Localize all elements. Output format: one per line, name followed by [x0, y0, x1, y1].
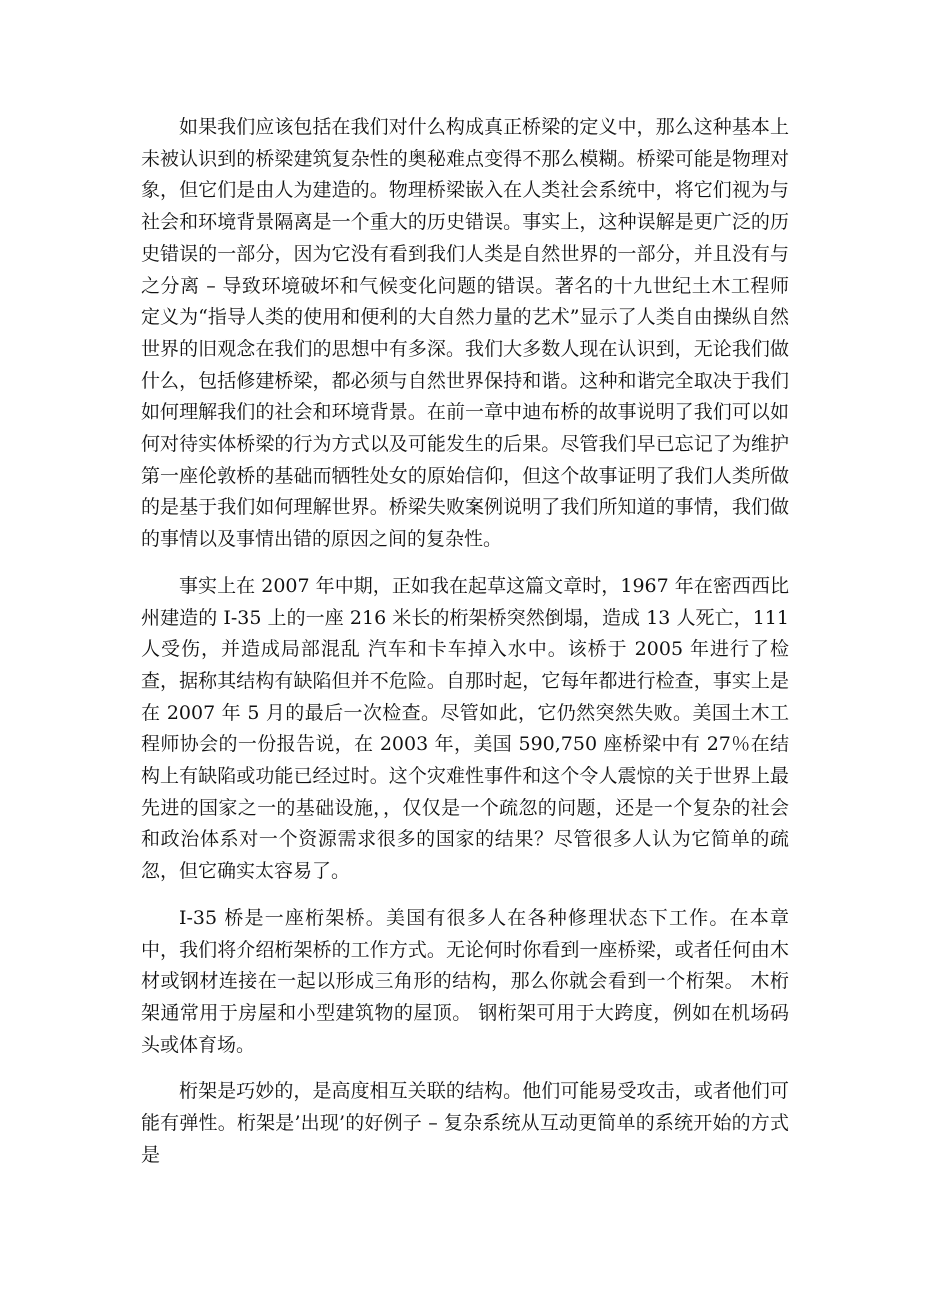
paragraph-i35-collapse: 事实上在 2007 年中期，正如我在起草这篇文章时，1967 年在密西西比州建造的 I-35 上的一座 216 米长的桁架桥突然倒塌，造成 13 人死亡，111 人受伤，并造成局部混乱 汽车和卡车掉入水中。该桥于 2005 年进行了检查，据称其结构有缺陷但并不危险。自那时起，它每年都进行检查，事实上是在 2007 年 5 月的最后一次检查。尽管如此，它仍然突然失败。美国土木工程师协会的一份报告说，在 2003 年，美国 590,750 座桥梁中有 27％在结构上有缺陷或功能已经过时。这个灾难性事件和这个令人震惊的关于世界上最先进的国家之一的基础设施，，仅仅是一个疏忽的问题，还是一个复杂的社会和政治体系对一个资源需求很多的国家的结果？尽管很多人认为它简单的疏忽，但它确实太容易了。	[141, 574, 789, 883]
paragraph-truss-bridge: I-35 桥是一座桁架桥。美国有很多人在各种修理状态下工作。在本章中，我们将介绍桁架桥的工作方式。无论何时你看到一座桥梁，或者任何由木材或钢材连接在一起以形成三角形的结构，那么你就会看到一个桁架。 木桁架通常用于房屋和小型建筑物的屋顶。 钢桁架可用于大跨度，例如在机场码头或体育场。	[141, 906, 789, 1056]
paragraph-gap	[141, 888, 789, 903]
document-page	[141, 112, 789, 1172]
paragraph-truss-emergence: 桁架是巧妙的，是高度相互关联的结构。他们可能易受攻击，或者他们可能有弹性。桁架是’出现’的好例子 – 复杂系统从互动更简单的系统开始的方式是	[141, 1080, 789, 1166]
paragraph-gap	[141, 556, 789, 571]
paragraph-gap	[141, 1061, 789, 1076]
paragraph-bridge-definition: 如果我们应该包括在我们对什么构成真正桥梁的定义中，那么这种基本上未被认识到的桥梁建筑复杂性的奥秘难点变得不那么模糊。桥梁可能是物理对象，但它们是由人为建造的。物理桥梁嵌入在人类社会系统中，将它们视为与社会和环境背景隔离是一个重大的历史错误。事实上，这种误解是更广泛的历史错误的一部分，因为它没有看到我们人类是自然世界的一部分，并且没有与之分离 – 导致环境破坏和气候变化问题的错误。著名的十九世纪土木工程师定义为“指导人类的使用和便利的大自然力量的艺术”显示了人类自由操纵自然世界的旧观念在我们的思想中有多深。我们大多数人现在认识到，无论我们做什么，包括修建桥梁，都必须与自然世界保持和谐。这种和谐完全取决于我们如何理解我们的社会和环境背景。在前一章中迪布桥的故事说明了我们可以如何对待实体桥梁的行为方式以及可能发生的后果。尽管我们早已忘记了为维护第一座伦敦桥的基础而牺牲处女的原始信仰，但这个故事证明了我们人类所做的是基于我们如何理解世界。桥梁失败案例说明了我们所知道的事情，我们做的事情以及事情出错的原因之间的复杂性。	[141, 116, 789, 551]
